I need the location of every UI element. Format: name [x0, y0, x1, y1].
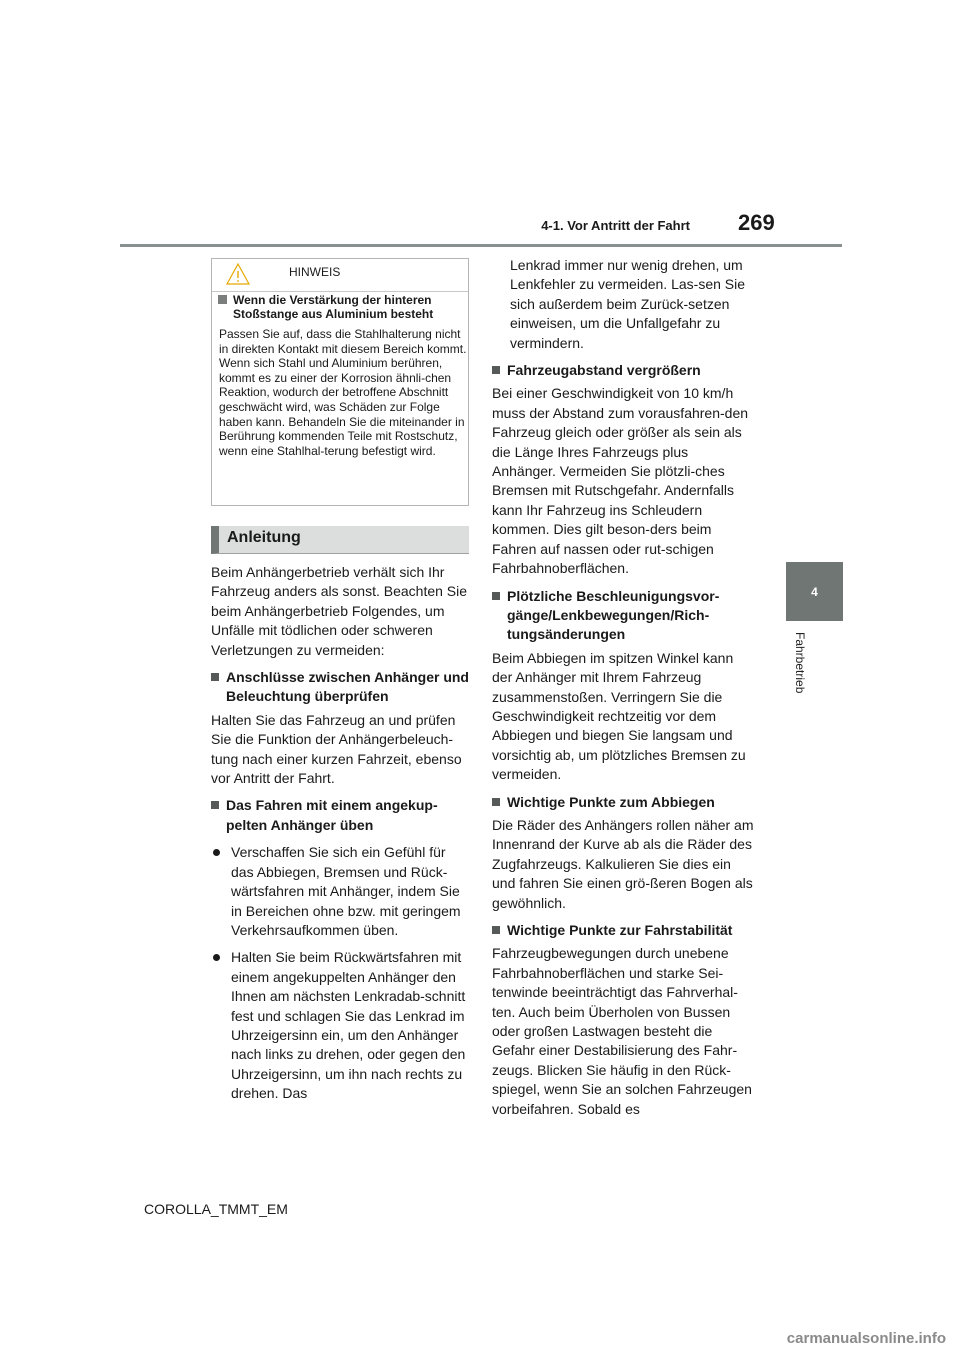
- header-divider: [120, 244, 842, 247]
- square-bullet-icon: [211, 673, 219, 681]
- subheading: Das Fahren mit einem angekup-pelten Anhänger üben: [211, 796, 471, 835]
- chapter-tab[interactable]: [786, 562, 843, 621]
- notice-paragraph: Passen Sie auf, dass die Stahlhalterung nicht in direkten Kontakt mit diesem Bereich kommt.: [219, 327, 467, 356]
- continuation-paragraph: Lenkrad immer nur wenig drehen, um Lenkfehler zu vermeiden. Las-sen Sie sich außerdem beim Zurück-setzen einweisen, um die Unfallgefahr zu vermindern.: [510, 257, 746, 351]
- bullet-dot-icon: [213, 954, 220, 961]
- notice-heading: [216, 293, 466, 321]
- right-column: [492, 256, 754, 1119]
- paragraph: Die Räder des Anhängers rollen näher am Innenrand der Kurve ab als die Räder des Zugfahrzeugs. Kalkulieren Sie dies ein und fahren Sie einen grö-ßeren Bogen als gewöhnlich.: [492, 816, 754, 911]
- header-section-title: 4-1. Vor Antritt der Fahrt: [541, 218, 690, 233]
- notice-header: [212, 259, 468, 292]
- bullet-item: Verschaffen Sie sich ein Gefühl für das Abbiegen, Bremsen und Rück-wärtsfahren mit Anhänger, indem Sie in Bereichen ohne bzw. mit geringem Verkehrsaufkommen üben.: [211, 843, 471, 940]
- section-heading: Anleitung: [227, 529, 301, 546]
- left-column: [211, 563, 471, 1104]
- paragraph: Halten Sie das Fahrzeug an und prüfen Sie die Funktion der Anhängerbeleuch-tung nach einer kurzen Fahrzeit, ebenso vor Antritt der Fahrt.: [211, 711, 462, 787]
- paragraph: Fahrzeugbewegungen durch unebene Fahrbahnoberflächen und starke Sei-tenwinde beeinträchtigt das Fahrverhal-ten. Auch beim Überholen von Bussen oder großen Lastwagen besteht die Gefahr einer Destabilisierung des Fahr-zeugs. Blicken Sie häufig in den Rück-spiegel, wenn Sie an solchen Fahrzeugen vorbeifahren. Sobald es: [492, 945, 752, 1117]
- footer-model-code: COROLLA_TMMT_EM: [144, 1201, 288, 1217]
- square-bullet-icon: [218, 295, 227, 304]
- page-number: 269: [738, 210, 775, 235]
- bullet-item: Halten Sie beim Rückwärtsfahren mit einem angekuppelten Anhänger den Ihnen am nächsten Lenkradab-schnitt fest und schlagen Sie das Lenkrad im Uhrzeigersinn ein, um den Anhänger nach links zu drehen, oder gegen den Uhrzeigersinn, um ihn nach rechts zu drehen. Das: [211, 948, 471, 1103]
- section-heading-bar: [211, 526, 469, 554]
- paragraph: Beim Abbiegen im spitzen Winkel kann der Anhänger mit Ihrem Fahrzeug zusammenstoßen. Verringern Sie die Geschwindigkeit rechtzeitig vor dem Abbiegen und biegen Sie langsam und vorsichtig ab, um plötzliches Bremsen zu vermeiden.: [492, 649, 746, 783]
- notice-body: [219, 327, 467, 458]
- square-bullet-icon: [211, 801, 219, 809]
- paragraph: Bei einer Geschwindigkeit von 10 km/h muss der Abstand zum vorausfahren-den Fahrzeug gleich oder größer als sein als die Länge Ihres Fahrzeugs plus Anhänger. Vermeiden Sie plötzli-ches Bremsen mit Rutschgefahr. Andernfalls kann Ihr Fahrzeug ins Schleudern kommen. Dies gilt beson-ders beim Fahren auf nassen oder rut-schigen Fahrbahnoberflächen.: [492, 385, 749, 577]
- warning-triangle-icon: [226, 263, 250, 285]
- notice-box: [211, 258, 469, 506]
- square-bullet-icon: [492, 926, 500, 934]
- bullet-dot-icon: [213, 849, 220, 856]
- notice-paragraph: Wenn sich Stahl und Aluminium berühren, kommt es zu einer der Korrosion ähnli-chen Reaktion, wodurch der betroffene Abschnitt geschwächt wird, was Schäden zur Folge haben kann. Behandeln Sie die miteinander in Berührung kommenden Teile mit Rostschutz, wenn eine Stahlhal-terung befestigt wird.: [219, 356, 465, 458]
- subheading: Fahrzeugabstand vergrößern: [492, 361, 754, 380]
- subheading: Wichtige Punkte zum Abbiegen: [492, 793, 754, 812]
- chapter-tab-label: Fahrbetrieb: [793, 632, 807, 694]
- square-bullet-icon: [492, 592, 500, 600]
- chapter-tab-number: 4: [811, 584, 818, 599]
- subheading: Plötzliche Beschleunigungsvor-gänge/Lenkbewegungen/Rich-tungsänderungen: [492, 587, 754, 645]
- intro-paragraph: Beim Anhängerbetrieb verhält sich Ihr Fahrzeug anders als sonst. Beachten Sie beim Anhängerbetrieb Folgendes, um Unfälle mit tödlichen oder schweren Verletzungen zu vermeiden:: [211, 564, 468, 658]
- subheading: Wichtige Punkte zur Fahrstabilität: [492, 921, 754, 940]
- notice-heading-text: Wenn die Verstärkung der hinteren Stoßstange aus Aluminium besteht: [233, 293, 434, 321]
- subheading: Anschlüsse zwischen Anhänger und Beleuchtung überprüfen: [211, 668, 471, 707]
- square-bullet-icon: [492, 366, 500, 374]
- watermark: carmanualsonline.info: [786, 1330, 946, 1347]
- square-bullet-icon: [492, 798, 500, 806]
- notice-title: HINWEIS: [289, 265, 341, 279]
